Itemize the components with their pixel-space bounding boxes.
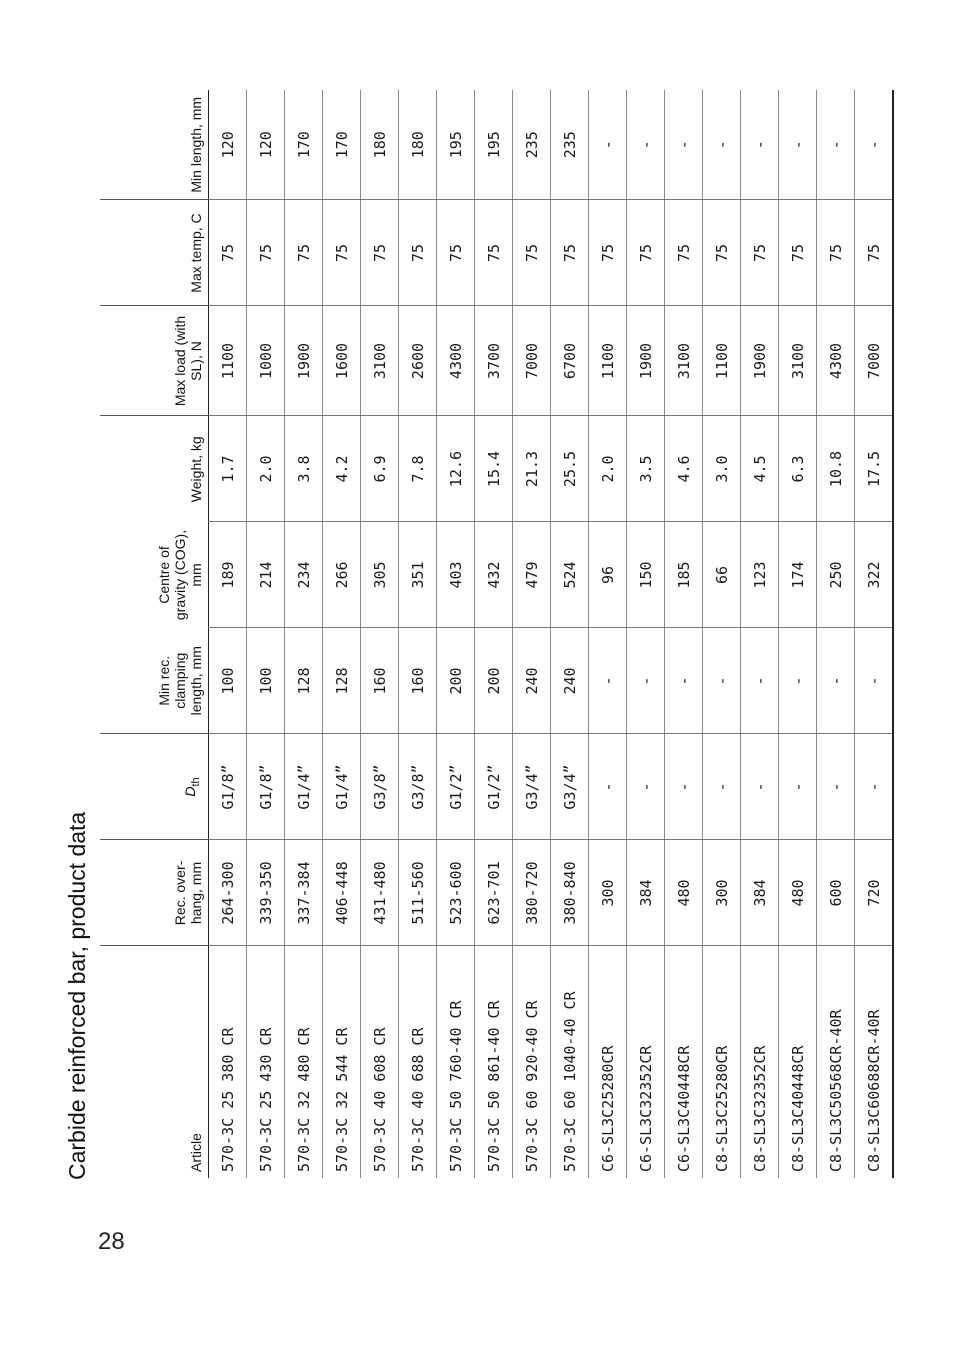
cell-clamping: - (665, 628, 703, 734)
cell-minlength: 120 (247, 90, 285, 200)
header-overhang: Rec. over- hang, mm (100, 840, 209, 946)
cell-cog: 185 (665, 522, 703, 628)
cell-weight: 4.2 (323, 416, 361, 522)
cell-maxload: 1100 (703, 306, 741, 416)
cell-dth: - (855, 734, 894, 840)
cell-article: 570-3C 60 1040-40 CR (551, 946, 589, 1178)
cell-clamping: - (703, 628, 741, 734)
cell-clamping: 160 (399, 628, 437, 734)
cell-dth: G1/4” (285, 734, 323, 840)
cell-maxload: 6700 (551, 306, 589, 416)
cell-maxload: 1100 (589, 306, 627, 416)
cell-cog: 66 (703, 522, 741, 628)
cell-cog: 432 (475, 522, 513, 628)
header-maxtemp: Max temp, C (100, 200, 209, 306)
cell-article: 570-3C 40 608 CR (361, 946, 399, 1178)
cell-article: 570-3C 25 380 CR (209, 946, 247, 1178)
cell-dth: - (703, 734, 741, 840)
cell-maxtemp: 75 (399, 200, 437, 306)
table-row (741, 90, 779, 1178)
cell-overhang: 380-840 (551, 840, 589, 946)
cell-dth: - (589, 734, 627, 840)
cell-maxtemp: 75 (361, 200, 399, 306)
cell-maxtemp: 75 (285, 200, 323, 306)
cell-clamping: 100 (209, 628, 247, 734)
cell-article: 570-3C 40 688 CR (399, 946, 437, 1178)
cell-overhang: 406-448 (323, 840, 361, 946)
cell-maxtemp: 75 (513, 200, 551, 306)
cell-maxtemp: 75 (247, 200, 285, 306)
cell-weight: 2.0 (247, 416, 285, 522)
cell-maxtemp: 75 (589, 200, 627, 306)
cell-article: C6-SL3C32352CR (627, 946, 665, 1178)
cell-weight: 3.8 (285, 416, 323, 522)
cell-minlength: 170 (285, 90, 323, 200)
cell-weight: 1.7 (209, 416, 247, 522)
cell-clamping: 160 (361, 628, 399, 734)
cell-cog: 123 (741, 522, 779, 628)
cell-clamping: 128 (323, 628, 361, 734)
cell-article: 570-3C 25 430 CR (247, 946, 285, 1178)
cell-maxload: 1900 (627, 306, 665, 416)
cell-article: 570-3C 32 544 CR (323, 946, 361, 1178)
cell-overhang: 480 (779, 840, 817, 946)
cell-article: C8-SL3C25280CR (703, 946, 741, 1178)
cell-overhang: 264-300 (209, 840, 247, 946)
cell-maxload: 4300 (817, 306, 855, 416)
table-row (627, 90, 665, 1178)
data-table (100, 90, 894, 1178)
cell-dth: - (817, 734, 855, 840)
cell-overhang: 384 (627, 840, 665, 946)
cell-cog: 524 (551, 522, 589, 628)
cell-weight: 6.3 (779, 416, 817, 522)
header-article: Article (100, 946, 209, 1178)
table-row (551, 90, 589, 1178)
cell-minlength: 195 (437, 90, 475, 200)
cell-weight: 7.8 (399, 416, 437, 522)
table-header-row (100, 90, 209, 1178)
cell-minlength: - (703, 90, 741, 200)
table-row (817, 90, 855, 1178)
table-row (247, 90, 285, 1178)
cell-minlength: - (855, 90, 894, 200)
cell-article: C8-SL3C40448CR (779, 946, 817, 1178)
cell-article: C8-SL3C32352CR (741, 946, 779, 1178)
cell-dth: G3/4” (551, 734, 589, 840)
cell-cog: 305 (361, 522, 399, 628)
cell-minlength: 180 (361, 90, 399, 200)
cell-maxtemp: 75 (323, 200, 361, 306)
cell-dth: G1/2” (475, 734, 513, 840)
cell-article: C6-SL3C40448CR (665, 946, 703, 1178)
header-clamping: Min rec. clamping length, mm (156, 646, 204, 716)
cell-weight: 10.8 (817, 416, 855, 522)
table-row (361, 90, 399, 1178)
cell-clamping: 100 (247, 628, 285, 734)
cell-article: C8-SL3C50568CR-40R (817, 946, 855, 1178)
cell-dth: G3/8” (399, 734, 437, 840)
cell-weight: 6.9 (361, 416, 399, 522)
cell-weight: 2.0 (589, 416, 627, 522)
page-title: Carbide reinforced bar, product data (64, 811, 90, 1180)
cell-maxtemp: 75 (475, 200, 513, 306)
cell-dth: - (665, 734, 703, 840)
cell-cog: 189 (209, 522, 247, 628)
cell-clamping: - (627, 628, 665, 734)
cell-maxtemp: 75 (817, 200, 855, 306)
cell-weight: 15.4 (475, 416, 513, 522)
table-row (589, 90, 627, 1178)
cell-article: C6-SL3C25280CR (589, 946, 627, 1178)
cell-minlength: - (589, 90, 627, 200)
cell-weight: 25.5 (551, 416, 589, 522)
cell-minlength: 120 (209, 90, 247, 200)
cell-maxtemp: 75 (741, 200, 779, 306)
cell-maxtemp: 75 (627, 200, 665, 306)
cell-minlength: - (627, 90, 665, 200)
cell-overhang: 380-720 (513, 840, 551, 946)
header-weight: Weight, kg (100, 416, 209, 522)
cell-maxload: 1100 (209, 306, 247, 416)
cell-minlength: 180 (399, 90, 437, 200)
cell-cog: 322 (855, 522, 894, 628)
header-cog: Centre of gravity (COG), mm (156, 529, 204, 621)
cell-overhang: 337-384 (285, 840, 323, 946)
table-row (399, 90, 437, 1178)
cell-overhang: 431-480 (361, 840, 399, 946)
cell-maxload: 1000 (247, 306, 285, 416)
header-dth: $D_{th}$ (100, 734, 209, 840)
cell-cog: 351 (399, 522, 437, 628)
cell-overhang: 511-560 (399, 840, 437, 946)
cell-maxload: 4300 (437, 306, 475, 416)
table-row (779, 90, 817, 1178)
cell-minlength: 235 (513, 90, 551, 200)
cell-maxload: 7000 (513, 306, 551, 416)
cell-overhang: 480 (665, 840, 703, 946)
table-row (323, 90, 361, 1178)
cell-overhang: 339-350 (247, 840, 285, 946)
cell-cog: 234 (285, 522, 323, 628)
cell-clamping: 200 (437, 628, 475, 734)
cell-maxtemp: 75 (437, 200, 475, 306)
cell-cog: 96 (589, 522, 627, 628)
cell-weight: 4.5 (741, 416, 779, 522)
table-row (285, 90, 323, 1178)
cell-cog: 214 (247, 522, 285, 628)
cell-article: 570-3C 32 480 CR (285, 946, 323, 1178)
cell-clamping: - (589, 628, 627, 734)
cell-weight: 17.5 (855, 416, 894, 522)
cell-maxload: 3100 (665, 306, 703, 416)
cell-clamping: 240 (513, 628, 551, 734)
cell-dth: G1/8” (247, 734, 285, 840)
cell-dth: G3/4” (513, 734, 551, 840)
cell-maxtemp: 75 (551, 200, 589, 306)
cell-maxload: 3100 (361, 306, 399, 416)
cell-maxtemp: 75 (703, 200, 741, 306)
cell-weight: 3.0 (703, 416, 741, 522)
cell-dth: G1/8” (209, 734, 247, 840)
cell-maxload: 1900 (285, 306, 323, 416)
cell-overhang: 600 (817, 840, 855, 946)
cell-article: C8-SL3C60688CR-40R (855, 946, 894, 1178)
cell-minlength: 195 (475, 90, 513, 200)
cell-dth: G3/8” (361, 734, 399, 840)
cell-minlength: - (779, 90, 817, 200)
cell-cog: 150 (627, 522, 665, 628)
header-maxload: Max load (with SL), N (100, 306, 209, 416)
cell-minlength: 170 (323, 90, 361, 200)
table-row (855, 90, 894, 1178)
cell-clamping: - (741, 628, 779, 734)
cell-clamping: - (779, 628, 817, 734)
cell-clamping: 240 (551, 628, 589, 734)
cell-clamping: 128 (285, 628, 323, 734)
cell-article: 570-3C 60 920-40 CR (513, 946, 551, 1178)
product-data-table (100, 90, 894, 1178)
cell-maxload: 1900 (741, 306, 779, 416)
cell-weight: 21.3 (513, 416, 551, 522)
cell-dth: G1/2” (437, 734, 475, 840)
cell-minlength: - (817, 90, 855, 200)
table-row (703, 90, 741, 1178)
cell-maxtemp: 75 (855, 200, 894, 306)
cell-dth: - (741, 734, 779, 840)
cell-article: 570-3C 50 861-40 CR (475, 946, 513, 1178)
cell-maxload: 3700 (475, 306, 513, 416)
cell-maxload: 2600 (399, 306, 437, 416)
page-number: 28 (98, 1228, 125, 1255)
cell-dth: - (627, 734, 665, 840)
cell-maxload: 3100 (779, 306, 817, 416)
cell-maxtemp: 75 (779, 200, 817, 306)
cell-cog: 403 (437, 522, 475, 628)
cell-overhang: 300 (589, 840, 627, 946)
cell-maxtemp: 75 (209, 200, 247, 306)
cell-minlength: - (665, 90, 703, 200)
cell-article: 570-3C 50 760-40 CR (437, 946, 475, 1178)
cell-cog: 266 (323, 522, 361, 628)
table-row (437, 90, 475, 1178)
cell-minlength: 235 (551, 90, 589, 200)
cell-minlength: - (741, 90, 779, 200)
table-row (209, 90, 247, 1178)
cell-dth: G1/4” (323, 734, 361, 840)
cell-overhang: 384 (741, 840, 779, 946)
header-minlength: Min length, mm (188, 96, 204, 193)
table-row (665, 90, 703, 1178)
cell-overhang: 720 (855, 840, 894, 946)
cell-maxload: 1600 (323, 306, 361, 416)
cell-maxload: 7000 (855, 306, 894, 416)
cell-cog: 250 (817, 522, 855, 628)
cell-weight: 4.6 (665, 416, 703, 522)
table-row (513, 90, 551, 1178)
cell-weight: 12.6 (437, 416, 475, 522)
cell-overhang: 523-600 (437, 840, 475, 946)
cell-clamping: - (855, 628, 894, 734)
cell-clamping: - (817, 628, 855, 734)
cell-weight: 3.5 (627, 416, 665, 522)
cell-dth: - (779, 734, 817, 840)
cell-cog: 479 (513, 522, 551, 628)
table-row (475, 90, 513, 1178)
cell-overhang: 623-701 (475, 840, 513, 946)
cell-clamping: 200 (475, 628, 513, 734)
cell-overhang: 300 (703, 840, 741, 946)
cell-cog: 174 (779, 522, 817, 628)
cell-maxtemp: 75 (665, 200, 703, 306)
